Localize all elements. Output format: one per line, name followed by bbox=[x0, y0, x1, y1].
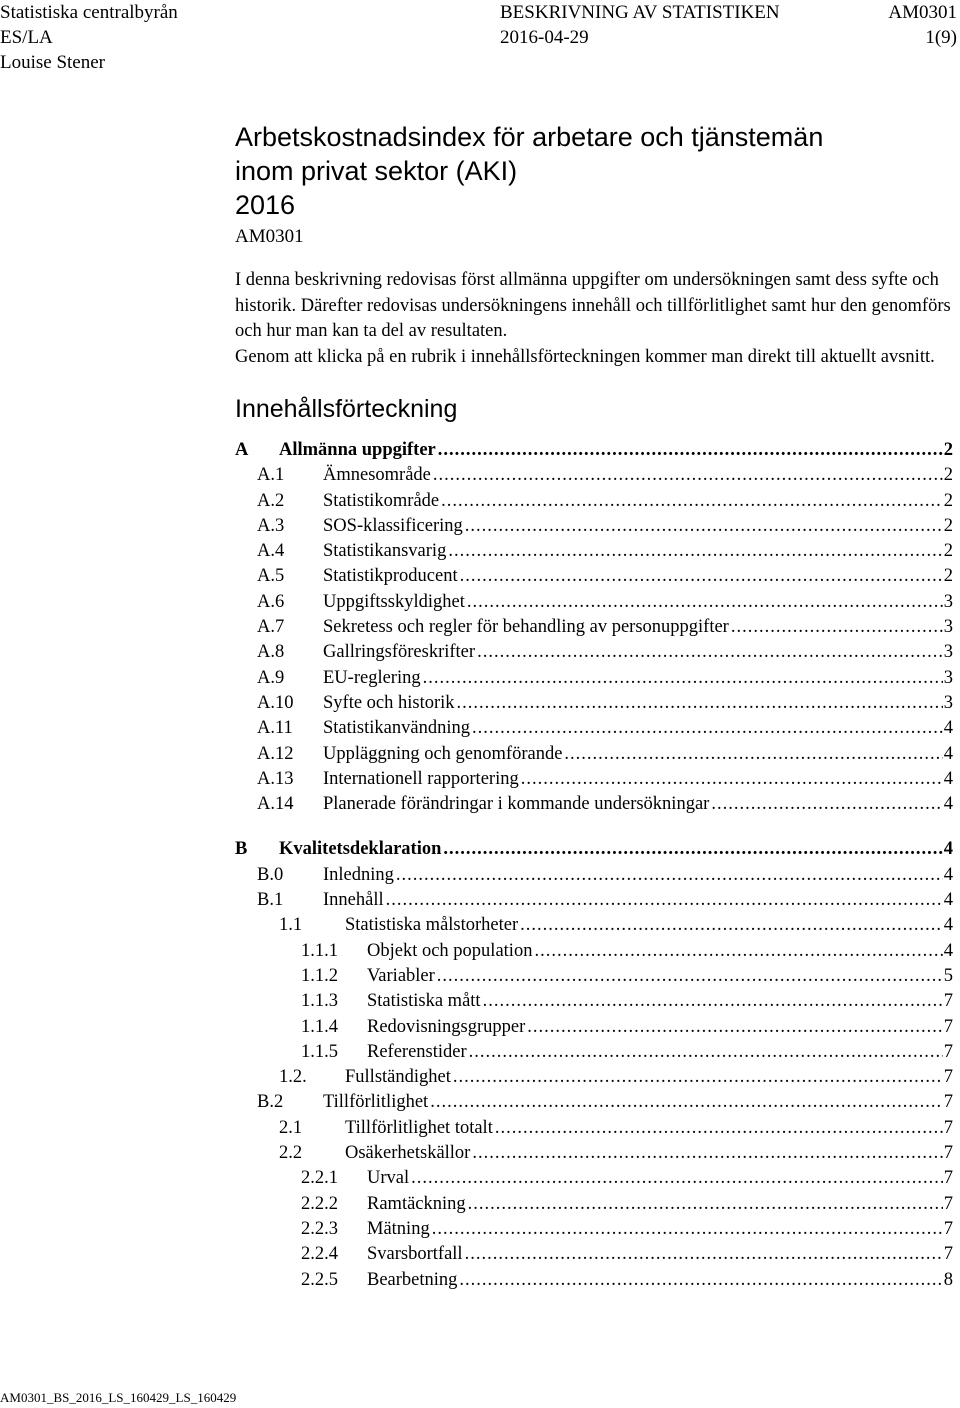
toc-entry-page: 7 bbox=[943, 1016, 953, 1037]
toc-entry-title[interactable]: Tillförlitlighet totalt bbox=[345, 1116, 495, 1141]
toc-leader-dots bbox=[469, 1040, 943, 1065]
toc-leader-dots bbox=[460, 564, 943, 589]
header-date: 2016-04-29 bbox=[500, 27, 589, 48]
toc-entry-title[interactable]: Statistikområde bbox=[323, 489, 441, 514]
toc-entry-title[interactable]: Uppläggning och genomförande bbox=[323, 742, 564, 767]
toc-leader-dots bbox=[731, 615, 943, 640]
intro-text bbox=[235, 268, 953, 370]
toc-entry-number: 2.2.2 bbox=[301, 1193, 338, 1214]
toc-entry-number: 2.2.5 bbox=[301, 1269, 338, 1290]
toc-entry-number: 1.2. bbox=[279, 1067, 307, 1088]
toc-leader-dots bbox=[441, 489, 943, 514]
toc-entry-number: A.5 bbox=[257, 566, 285, 587]
toc-entry-page: 2 bbox=[943, 515, 953, 536]
toc-entry[interactable] bbox=[235, 463, 953, 488]
toc-entry[interactable] bbox=[235, 539, 953, 564]
toc-entry-page: 5 bbox=[943, 965, 953, 986]
toc-entry[interactable] bbox=[235, 640, 953, 665]
toc-entry-number: 1.1 bbox=[279, 915, 303, 936]
toc-entry-title[interactable]: Ramtäckning bbox=[367, 1192, 468, 1217]
toc-leader-dots bbox=[430, 1090, 943, 1115]
toc-leader-dots bbox=[467, 590, 943, 615]
toc-leader-dots bbox=[472, 1141, 942, 1166]
toc-entry[interactable] bbox=[235, 1065, 953, 1090]
toc-entry-number: 2.1 bbox=[279, 1117, 303, 1138]
toc-entry[interactable] bbox=[235, 1166, 953, 1191]
document-year: 2016 bbox=[235, 190, 296, 220]
toc-entry-number: A bbox=[235, 440, 249, 460]
document-title-line-1: Arbetskostnadsindex för arbetare och tjänstemän bbox=[235, 122, 824, 152]
toc-leader-dots bbox=[459, 1268, 942, 1293]
toc-leader-dots bbox=[437, 964, 943, 989]
toc-entry-page: 7 bbox=[943, 1117, 953, 1138]
toc-entry[interactable] bbox=[235, 1116, 953, 1141]
toc-entry-page: 7 bbox=[943, 1168, 953, 1189]
toc-leader-dots bbox=[457, 691, 943, 716]
toc-entry-title[interactable]: EU-reglering bbox=[323, 666, 423, 691]
toc-entry[interactable] bbox=[235, 837, 953, 862]
toc-entry-number: A.13 bbox=[257, 768, 294, 789]
toc-heading: Innehållsförteckning bbox=[235, 395, 458, 423]
toc-entry-page: 2 bbox=[943, 541, 953, 562]
toc-entry[interactable] bbox=[235, 716, 953, 741]
toc-entry-page: 7 bbox=[943, 1193, 953, 1214]
toc-leader-dots bbox=[468, 1192, 943, 1217]
header-organization: Statistiska centralbyrån bbox=[0, 2, 178, 23]
toc-leader-dots bbox=[472, 716, 943, 741]
document-body bbox=[235, 120, 953, 1293]
toc-entry-page: 7 bbox=[943, 1143, 953, 1164]
toc-entry[interactable] bbox=[235, 691, 953, 716]
toc-entry-number: A.7 bbox=[257, 617, 285, 638]
toc-entry[interactable] bbox=[235, 1192, 953, 1217]
toc-entry-number: 1.1.3 bbox=[301, 991, 338, 1012]
toc-entry[interactable] bbox=[235, 964, 953, 989]
header-page-number: 1(9) bbox=[925, 27, 957, 48]
toc-leader-dots bbox=[423, 666, 943, 691]
toc-entry-page: 7 bbox=[943, 1244, 953, 1265]
toc-entry-page: 4 bbox=[943, 794, 953, 815]
toc-entry-page: 7 bbox=[943, 1067, 953, 1088]
toc-entry-page: 4 bbox=[943, 940, 953, 961]
toc-entry-page: 4 bbox=[943, 915, 953, 936]
toc-entry[interactable] bbox=[235, 1268, 953, 1293]
toc-entry[interactable] bbox=[235, 514, 953, 539]
toc-leader-dots bbox=[386, 888, 943, 913]
footer-filename: AM0301_BS_2016_LS_160429_LS_160429 bbox=[0, 1390, 237, 1405]
toc-entry-number: A.11 bbox=[257, 718, 293, 739]
toc-entry-number: 1.1.1 bbox=[301, 940, 338, 961]
toc-entry-number: 1.1.4 bbox=[301, 1016, 338, 1037]
toc-entry[interactable] bbox=[235, 1090, 953, 1115]
toc-entry-title[interactable]: Uppgiftsskyldighet bbox=[323, 590, 467, 615]
toc-entry-number: 2.2.4 bbox=[301, 1244, 338, 1265]
toc-entry[interactable] bbox=[235, 438, 953, 463]
toc-entry-page: 3 bbox=[943, 617, 953, 638]
toc-entry-number: A.9 bbox=[257, 667, 285, 688]
toc-leader-dots bbox=[527, 1015, 942, 1040]
toc-leader-dots bbox=[443, 837, 942, 862]
toc-leader-dots bbox=[520, 913, 943, 938]
toc-entry-number: B.1 bbox=[257, 890, 284, 911]
toc-entry-number: A.2 bbox=[257, 490, 285, 511]
toc-leader-dots bbox=[438, 438, 943, 463]
header-doc-type: BESKRIVNING AV STATISTIKEN bbox=[500, 2, 780, 23]
toc-entry[interactable] bbox=[235, 1217, 953, 1242]
toc-leader-dots bbox=[396, 863, 943, 888]
toc-entry-title[interactable]: Gallringsföreskrifter bbox=[323, 640, 477, 665]
toc-entry[interactable] bbox=[235, 888, 953, 913]
toc-leader-dots bbox=[433, 463, 943, 488]
toc-entry-page: 7 bbox=[943, 1092, 953, 1113]
toc-entry-page: 2 bbox=[943, 566, 953, 587]
toc-entry-number: A.10 bbox=[257, 692, 294, 713]
toc-entry-title[interactable]: Kvalitetsdeklaration bbox=[279, 837, 443, 862]
toc-entry-page: 2 bbox=[943, 440, 953, 460]
toc-entry[interactable] bbox=[235, 489, 953, 514]
toc-entry-number: B.2 bbox=[257, 1092, 284, 1113]
toc-leader-dots bbox=[465, 514, 943, 539]
toc-leader-dots bbox=[411, 1166, 943, 1191]
toc-entry[interactable] bbox=[235, 590, 953, 615]
toc-entry-page: 3 bbox=[943, 591, 953, 612]
toc-entry-page: 4 bbox=[943, 718, 953, 739]
toc-leader-dots bbox=[477, 640, 943, 665]
toc-entry-number: 2.2 bbox=[279, 1143, 303, 1164]
toc-entry-title[interactable]: Sekretess och regler för behandling av personuppgifter bbox=[323, 615, 731, 640]
toc-entry-title[interactable]: Fullständighet bbox=[345, 1065, 453, 1090]
toc-entry[interactable] bbox=[235, 1242, 953, 1267]
toc-entry-title[interactable]: Statistiska målstorheter bbox=[345, 913, 520, 938]
toc-entry[interactable] bbox=[235, 1141, 953, 1166]
toc-entry[interactable] bbox=[235, 863, 953, 888]
toc-entry-title[interactable]: Objekt och population bbox=[367, 939, 534, 964]
toc-entry-number: 2.2.3 bbox=[301, 1218, 338, 1239]
toc-entry-number: A.12 bbox=[257, 743, 294, 764]
toc-leader-dots bbox=[521, 767, 943, 792]
header-unit: ES/LA bbox=[0, 27, 53, 48]
toc-leader-dots bbox=[483, 989, 943, 1014]
toc-entry-page: 7 bbox=[943, 1041, 953, 1062]
toc-entry-title[interactable]: Statistikproducent bbox=[323, 564, 460, 589]
toc-entry[interactable] bbox=[235, 1015, 953, 1040]
toc-entry-number: A.6 bbox=[257, 591, 285, 612]
toc-entry-page: 4 bbox=[943, 890, 953, 911]
toc-entry-page: 2 bbox=[943, 465, 953, 486]
toc-entry-number: B.0 bbox=[257, 864, 284, 885]
toc-entry-page: 4 bbox=[943, 839, 953, 860]
toc-entry-number: 2.2.1 bbox=[301, 1168, 338, 1189]
toc-entry-page: 3 bbox=[943, 667, 953, 688]
intro-paragraph-1: I denna beskrivning redovisas först allmänna uppgifter om undersökningen samt dess syfte och historik. Därefter redovisas undersökningens innehåll och tillförlitlighet samt hur den genomförs och hur man kan ta del av resultaten. bbox=[235, 270, 951, 341]
toc-entry[interactable] bbox=[235, 767, 953, 792]
toc-leader-dots bbox=[432, 1217, 943, 1242]
toc-entry-number: A.3 bbox=[257, 515, 285, 536]
toc-entry-page: 4 bbox=[943, 864, 953, 885]
toc-entry-page: 7 bbox=[943, 991, 953, 1012]
toc-entry-title[interactable]: Statistikanvändning bbox=[323, 716, 472, 741]
toc-entry-title[interactable]: Innehåll bbox=[323, 888, 386, 913]
document-code: AM0301 bbox=[235, 226, 304, 247]
toc-entry-title[interactable]: Osäkerhetskällor bbox=[345, 1141, 472, 1166]
toc-entry-title[interactable]: Mätning bbox=[367, 1217, 432, 1242]
toc-entry-page: 8 bbox=[943, 1269, 953, 1290]
toc-entry-page: 3 bbox=[943, 642, 953, 663]
toc-entry-title[interactable]: Urval bbox=[367, 1166, 411, 1191]
toc-entry[interactable] bbox=[235, 742, 953, 767]
toc-entry[interactable] bbox=[235, 792, 953, 817]
toc-leader-dots bbox=[465, 1242, 943, 1267]
toc-entry-number: B bbox=[235, 839, 248, 860]
toc-entry[interactable] bbox=[235, 939, 953, 964]
toc-entry-page: 4 bbox=[943, 743, 953, 764]
toc-entry-number: A.8 bbox=[257, 642, 285, 663]
toc-entry-page: 7 bbox=[943, 1218, 953, 1239]
toc-entry-title[interactable]: Allmänna uppgifter bbox=[279, 438, 438, 463]
toc-entry-page: 3 bbox=[943, 692, 953, 713]
header-author: Louise Stener bbox=[0, 52, 106, 73]
toc-entry-page: 2 bbox=[943, 490, 953, 511]
toc-leader-dots bbox=[448, 539, 942, 564]
toc-leader-dots bbox=[495, 1116, 943, 1141]
toc-section-gap bbox=[235, 817, 953, 837]
toc-entry[interactable] bbox=[235, 564, 953, 589]
toc-entry-title[interactable]: Tillförlitlighet bbox=[323, 1090, 430, 1115]
toc-entry-title[interactable]: SOS-klassificering bbox=[323, 514, 465, 539]
toc-entry-title[interactable]: Referenstider bbox=[367, 1040, 469, 1065]
toc-entry[interactable] bbox=[235, 913, 953, 938]
toc-entry-title[interactable]: Statistiska mått bbox=[367, 989, 483, 1014]
toc-entry-number: 1.1.2 bbox=[301, 965, 338, 986]
toc-leader-dots bbox=[564, 742, 942, 767]
toc-entry-page: 4 bbox=[943, 768, 953, 789]
toc-entry-title[interactable]: Variabler bbox=[367, 964, 437, 989]
toc-entry-title[interactable]: Inledning bbox=[323, 863, 396, 888]
document-title-line-2: inom privat sektor (AKI) bbox=[235, 156, 518, 186]
table-of-contents bbox=[235, 438, 953, 1293]
toc-entry-title[interactable]: Internationell rapportering bbox=[323, 767, 521, 792]
toc-entry-number: A.14 bbox=[257, 794, 294, 815]
toc-leader-dots bbox=[711, 792, 942, 817]
toc-entry-title[interactable]: Statistikansvarig bbox=[323, 539, 448, 564]
toc-leader-dots bbox=[534, 939, 942, 964]
toc-entry-title[interactable]: Svarsbortfall bbox=[367, 1242, 465, 1267]
toc-entry-title[interactable]: Syfte och historik bbox=[323, 691, 457, 716]
header-code: AM0301 bbox=[888, 2, 957, 23]
toc-entry-number: A.1 bbox=[257, 465, 285, 486]
toc-entry-title[interactable]: Bearbetning bbox=[367, 1268, 459, 1293]
toc-leader-dots bbox=[453, 1065, 943, 1090]
toc-entry-title[interactable]: Redovisningsgrupper bbox=[367, 1015, 527, 1040]
toc-entry-number: A.4 bbox=[257, 541, 285, 562]
toc-entry-title[interactable]: Planerade förändringar i kommande undersökningar bbox=[323, 792, 711, 817]
toc-entry[interactable] bbox=[235, 1040, 953, 1065]
toc-entry[interactable] bbox=[235, 615, 953, 640]
toc-entry[interactable] bbox=[235, 666, 953, 691]
toc-entry-number: 1.1.5 bbox=[301, 1041, 338, 1062]
toc-entry-title[interactable]: Ämnesområde bbox=[323, 463, 433, 488]
toc-entry[interactable] bbox=[235, 989, 953, 1014]
intro-paragraph-2: Genom att klicka på en rubrik i innehållsförteckningen kommer man direkt till aktuellt avsnitt. bbox=[235, 346, 935, 367]
